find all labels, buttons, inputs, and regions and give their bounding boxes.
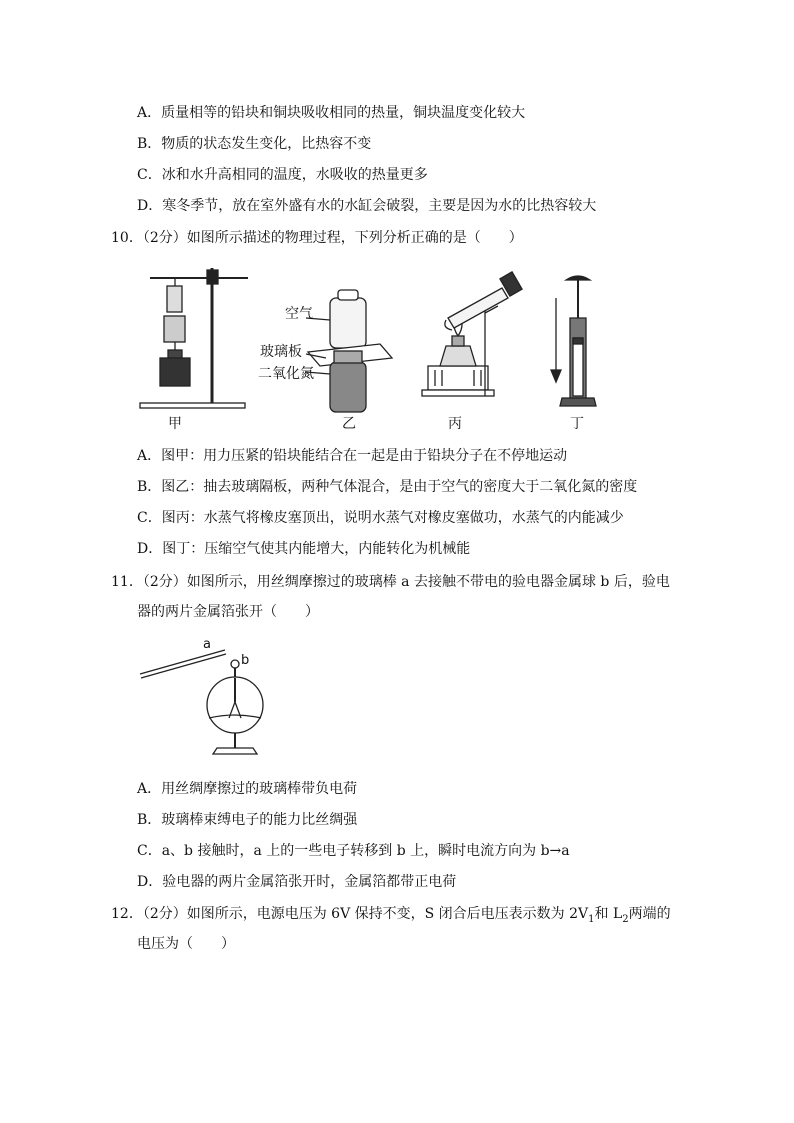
- q11-option-b: B．玻璃棒束缚电子的能力比丝绸强: [137, 812, 358, 828]
- figure-label-no2: 二氧化氮: [258, 366, 314, 382]
- q12-stem-line2: 电压为（ ）: [137, 936, 235, 952]
- q10-option-b: B．图乙：抽去玻璃隔板，两种气体混合，是由于空气的密度大于二氧化氮的密度: [137, 479, 638, 495]
- figure-label-a: a: [203, 637, 211, 652]
- figure-bing-heated-tube: [422, 272, 522, 396]
- q10-option-d: D．图丁：压缩空气使其内能增大，内能转化为机械能: [137, 541, 471, 557]
- figure-label-bing: 丙: [448, 416, 462, 432]
- figure-label-air: 空气: [285, 306, 313, 322]
- figure-label-jia: 甲: [168, 416, 182, 432]
- q9-option-d: D．寒冬季节，放在室外盛有水的水缸会破裂，主要是因为水的比热容较大: [137, 198, 597, 214]
- q11-stem-line2: 器的两片金属箔张开（ ）: [137, 604, 319, 620]
- metal-ball-b: [231, 660, 239, 668]
- glass-rod-a: [140, 650, 225, 674]
- figure-label-yi: 乙: [342, 416, 356, 432]
- figure-ding-piston: [551, 276, 596, 406]
- q10-option-c: C．图丙：水蒸气将橡皮塞顶出，说明水蒸气对橡皮塞做功，水蒸气的内能减少: [137, 510, 624, 526]
- figure-label-b: b: [241, 653, 250, 668]
- figure-label-glass: 玻璃板: [260, 344, 302, 360]
- q10-stem: 10．（2分）如图所示描述的物理过程，下列分析正确的是（ ）: [111, 230, 523, 246]
- q11-option-d: D．验电器的两片金属箔张开时，金属箔都带正电荷: [137, 874, 457, 890]
- figure-jia-lead-blocks: [140, 268, 248, 408]
- q12-stem-line1: 12．（2分）如图所示，电源电压为 6V 保持不变，S 闭合后电压表示数为 $2V_1$和 $L_2$两端的: [111, 906, 671, 925]
- figure-yi-gas-jars: [306, 290, 392, 412]
- q11-stem-line1: 11．（2分）如图所示，用丝绸摩擦过的玻璃棒 a 去接触不带电的验电器金属球 b 后，验电: [111, 574, 670, 590]
- q9-option-b: B．物质的状态发生变化，比热容不变: [137, 136, 372, 152]
- q10-figure: [130, 258, 610, 438]
- q10-option-a: A．图甲：用力压紧的铅块能结合在一起是由于铅块分子在不停地运动: [137, 448, 568, 464]
- q11-option-c: C．a、b 接触时，a 上的一些电子转移到 b 上，瞬时电流方向为 b→a: [137, 843, 570, 859]
- figure-label-ding: 丁: [570, 416, 584, 432]
- q11-option-a: A．用丝绸摩擦过的玻璃棒带负电荷: [137, 781, 358, 797]
- q9-option-a: A．质量相等的铅块和铜块吸收相同的热量，铜块温度变化较大: [137, 105, 526, 121]
- q9-option-c: C．冰和水升高相同的温度，水吸收的热量更多: [137, 167, 428, 183]
- q11-electroscope-figure: [135, 630, 295, 760]
